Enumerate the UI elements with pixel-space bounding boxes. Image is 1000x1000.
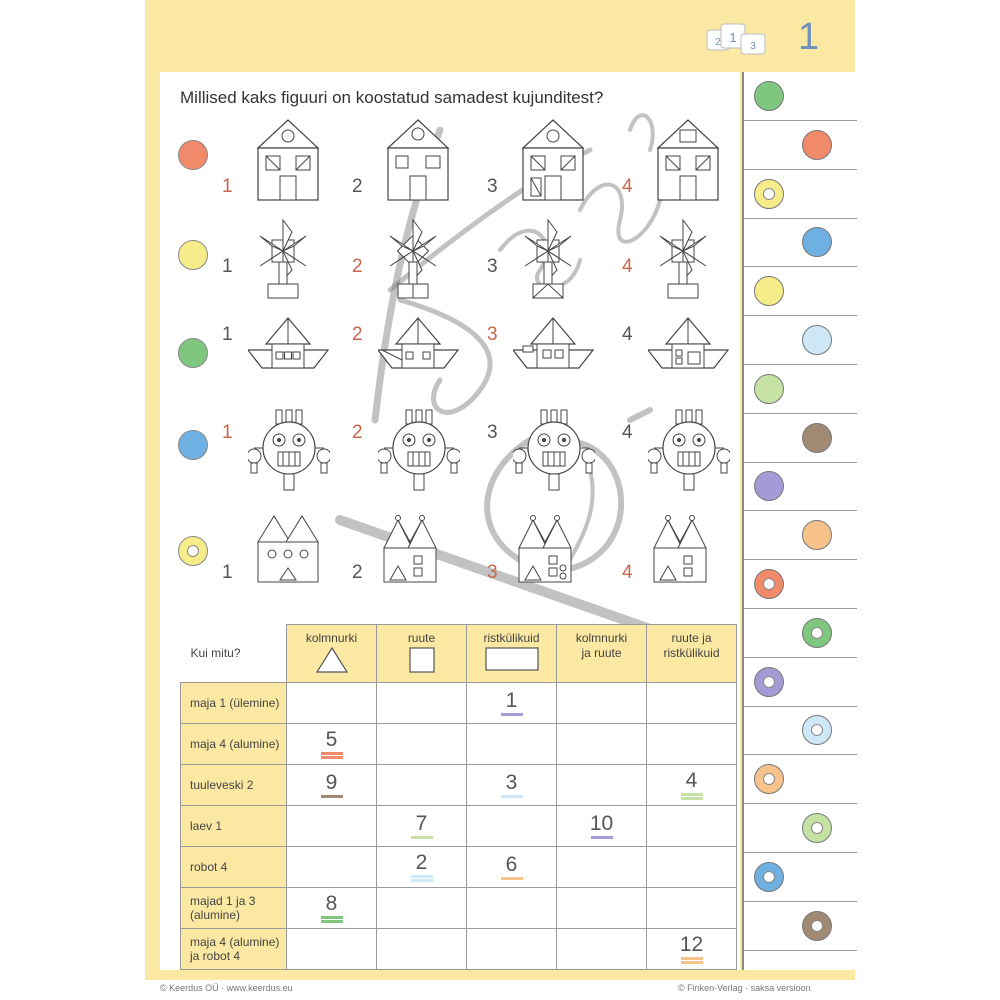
footer-left: © Keerdus OÜ · www.keerdus.eu — [160, 983, 293, 993]
svg-text:3: 3 — [750, 41, 756, 52]
answer-cell[interactable] — [467, 724, 557, 765]
answer-cell[interactable] — [557, 724, 647, 765]
tab-color-dot-yellow — [754, 276, 784, 306]
color-code-bar — [321, 920, 343, 923]
color-code-bar — [411, 875, 433, 878]
tab-color-dot-blue — [802, 227, 832, 257]
answer-cell[interactable] — [647, 847, 737, 888]
table-row — [181, 683, 737, 724]
answer-value: 12 — [679, 933, 704, 956]
answer-tab[interactable] — [744, 170, 857, 219]
color-code-bar — [681, 957, 703, 960]
answer-cell[interactable] — [647, 888, 737, 929]
answer-tab[interactable] — [744, 560, 857, 609]
figure-number-label: 4 — [622, 256, 633, 277]
twin-house-figure-2 — [378, 514, 460, 600]
twin-house-figure-3 — [513, 514, 595, 600]
row-color-dot-green — [178, 338, 208, 368]
answer-tab[interactable] — [744, 804, 857, 853]
answer-cell[interactable] — [557, 683, 647, 724]
footer-right: © Finken-Verlag · saksa versioon — [678, 983, 811, 993]
answer-tab[interactable] — [744, 218, 857, 267]
answer-cell[interactable] — [287, 847, 377, 888]
answer-tab[interactable] — [744, 658, 857, 707]
color-code-bar — [411, 836, 433, 839]
tab-color-dot-orange — [802, 130, 832, 160]
table-corner: Kui mitu? — [190, 646, 241, 661]
windmill-figure-2 — [378, 218, 460, 304]
answer-value: 3 — [505, 771, 518, 794]
answer-cell[interactable] — [377, 929, 467, 970]
answer-cell[interactable] — [647, 765, 737, 806]
answer-cell[interactable] — [377, 724, 467, 765]
row-color-dot-blue — [178, 430, 208, 460]
answer-tab[interactable] — [744, 902, 857, 951]
answer-value: 5 — [325, 728, 338, 751]
tab-color-dot-purple — [754, 667, 784, 697]
row-label: maja 4 (alumine) ja robot 4 — [181, 929, 287, 970]
answer-value: 6 — [505, 853, 518, 876]
answer-tab[interactable] — [744, 365, 857, 414]
answer-tab[interactable] — [744, 609, 857, 658]
answer-cell[interactable] — [467, 806, 557, 847]
figure-number-label: 1 — [222, 324, 233, 345]
house-figure-4 — [648, 118, 730, 204]
square-icon — [408, 646, 436, 674]
answer-cell[interactable] — [377, 683, 467, 724]
figure-number-label: 2 — [352, 176, 363, 197]
row-color-dot-yellow — [178, 536, 208, 566]
answer-cell[interactable] — [287, 724, 377, 765]
answer-cell[interactable] — [377, 847, 467, 888]
ship-figure-2 — [378, 316, 460, 402]
header-label: ruute — [407, 631, 436, 645]
answer-cell[interactable] — [287, 806, 377, 847]
row-label: robot 4 — [181, 847, 287, 888]
table-row — [181, 888, 737, 929]
answer-value: 1 — [505, 689, 518, 712]
color-code-bar — [321, 795, 343, 798]
answer-cell[interactable] — [287, 888, 377, 929]
header-triangles-and-squares — [557, 625, 647, 683]
color-code-bar — [501, 795, 523, 798]
figure-number-label: 1 — [222, 256, 233, 277]
header-squares-and-rectangles — [647, 625, 737, 683]
tab-color-dot-light_orange — [802, 520, 832, 550]
number-badge-icon — [705, 20, 773, 56]
figure-number-label: 3 — [487, 324, 498, 345]
ship-figure-1 — [248, 316, 330, 402]
tab-color-dot-brown — [802, 911, 832, 941]
answer-tab[interactable] — [744, 121, 857, 170]
color-code-bar — [321, 916, 343, 919]
row-label: maja 1 (ülemine) — [181, 683, 287, 724]
table-row — [181, 765, 737, 806]
row-label: maja 4 (alumine) — [181, 724, 287, 765]
answer-tab[interactable] — [744, 706, 857, 755]
answer-cell[interactable] — [557, 888, 647, 929]
answer-cell[interactable] — [377, 888, 467, 929]
windmill-figure-3 — [513, 218, 595, 304]
color-code-bar — [321, 756, 343, 759]
answer-value: 8 — [325, 892, 338, 915]
figure-number-label: 3 — [487, 256, 498, 277]
answer-tab[interactable] — [744, 316, 857, 365]
color-code-bar — [501, 877, 523, 880]
answer-value: 7 — [415, 812, 428, 835]
ship-figure-4 — [648, 316, 730, 402]
color-code-bar — [681, 793, 703, 796]
ship-figure-3 — [513, 316, 595, 402]
triangle-icon — [315, 646, 349, 674]
twin-house-figure-1 — [248, 514, 330, 600]
header-label: kolmnurki — [305, 631, 358, 645]
count-table — [180, 624, 737, 970]
answer-cell[interactable] — [467, 847, 557, 888]
row-color-dot-orange — [178, 140, 208, 170]
figure-number-label: 4 — [622, 176, 633, 197]
tab-color-dot-brown — [802, 423, 832, 453]
header-label: kolmnurki ja ruute — [575, 631, 628, 660]
robot-figure-2 — [378, 408, 460, 494]
answer-cell[interactable] — [557, 929, 647, 970]
answer-cell[interactable] — [467, 929, 557, 970]
table-row — [181, 724, 737, 765]
table-body — [181, 683, 737, 970]
figure-number-label: 1 — [222, 422, 233, 443]
answer-tab[interactable] — [744, 462, 857, 511]
row-label: majad 1 ja 3 (alumine) — [181, 888, 287, 929]
header-triangles — [287, 625, 377, 683]
answer-cell[interactable] — [557, 847, 647, 888]
header-label: ruute ja ristkülikuid — [663, 631, 720, 660]
windmill-figure-4 — [648, 218, 730, 304]
header-squares — [377, 625, 467, 683]
answer-value: 4 — [685, 769, 698, 792]
header-rectangles — [467, 625, 557, 683]
page-number: 1 — [798, 16, 820, 58]
figure-number-label: 2 — [352, 562, 363, 583]
tab-color-dot-blue — [754, 862, 784, 892]
answer-cell[interactable] — [467, 765, 557, 806]
answer-cell[interactable] — [647, 683, 737, 724]
answer-cell[interactable] — [557, 806, 647, 847]
tab-color-dot-light_orange — [754, 764, 784, 794]
tab-color-dot-yellow — [754, 179, 784, 209]
answer-tabs-column — [742, 72, 857, 970]
house-figure-1 — [248, 118, 330, 204]
figure-number-label: 1 — [222, 176, 233, 197]
house-figure-3 — [513, 118, 595, 204]
answer-cell[interactable] — [287, 765, 377, 806]
figure-number-label: 2 — [352, 324, 363, 345]
table-header-row — [181, 625, 737, 683]
robot-figure-4 — [648, 408, 730, 494]
tab-color-dot-green — [802, 618, 832, 648]
answer-value: 10 — [589, 812, 614, 835]
row-label: laev 1 — [181, 806, 287, 847]
color-code-bar — [501, 713, 523, 716]
tab-color-dot-green — [754, 81, 784, 111]
figure-number-label: 3 — [487, 176, 498, 197]
answer-cell[interactable] — [377, 806, 467, 847]
figure-number-label: 2 — [352, 256, 363, 277]
svg-text:2: 2 — [715, 37, 721, 48]
tab-color-dot-light_green — [802, 813, 832, 843]
answer-tab[interactable] — [744, 755, 857, 804]
table-row — [181, 847, 737, 888]
answer-cell[interactable] — [287, 683, 377, 724]
color-code-bar — [681, 797, 703, 800]
answer-tab[interactable] — [744, 511, 857, 560]
twin-house-figure-4 — [648, 514, 730, 600]
robot-figure-1 — [248, 408, 330, 494]
windmill-figure-1 — [248, 218, 330, 304]
figure-number-label: 3 — [487, 422, 498, 443]
color-code-bar — [411, 879, 433, 882]
answer-tab[interactable] — [744, 72, 857, 121]
answer-cell[interactable] — [647, 929, 737, 970]
figure-number-label: 4 — [622, 562, 633, 583]
figure-number-label: 4 — [622, 324, 633, 345]
tab-color-dot-purple — [754, 471, 784, 501]
tab-color-dot-light_blue — [802, 715, 832, 745]
figure-number-label: 1 — [222, 562, 233, 583]
answer-cell[interactable] — [467, 888, 557, 929]
answer-cell[interactable] — [557, 765, 647, 806]
answer-value: 9 — [325, 771, 338, 794]
figure-number-label: 2 — [352, 422, 363, 443]
rectangle-icon — [484, 646, 540, 672]
answer-cell[interactable] — [647, 806, 737, 847]
table-row — [181, 806, 737, 847]
svg-text:1: 1 — [729, 30, 737, 45]
tab-color-dot-light_green — [754, 374, 784, 404]
answer-tab[interactable] — [744, 267, 857, 316]
answer-value: 2 — [415, 851, 428, 874]
color-code-bar — [681, 961, 703, 964]
answer-cell[interactable] — [287, 929, 377, 970]
figure-number-label: 4 — [622, 422, 633, 443]
row-color-dot-yellow — [178, 240, 208, 270]
answer-cell[interactable] — [377, 765, 467, 806]
header-label: ristkülikuid — [483, 631, 540, 645]
tab-color-dot-light_blue — [802, 325, 832, 355]
row-label: tuuleveski 2 — [181, 765, 287, 806]
answer-cell[interactable] — [467, 683, 557, 724]
answer-tab[interactable] — [744, 414, 857, 463]
figure-number-label: 3 — [487, 562, 498, 583]
tab-color-dot-orange — [754, 569, 784, 599]
question-text: Millised kaks figuuri on koostatud samadest kujunditest? — [180, 88, 604, 107]
table-row — [181, 929, 737, 970]
robot-figure-3 — [513, 408, 595, 494]
answer-tab[interactable] — [744, 853, 857, 902]
answer-cell[interactable] — [647, 724, 737, 765]
color-code-bar — [591, 836, 613, 839]
color-code-bar — [321, 752, 343, 755]
house-figure-2 — [378, 118, 460, 204]
